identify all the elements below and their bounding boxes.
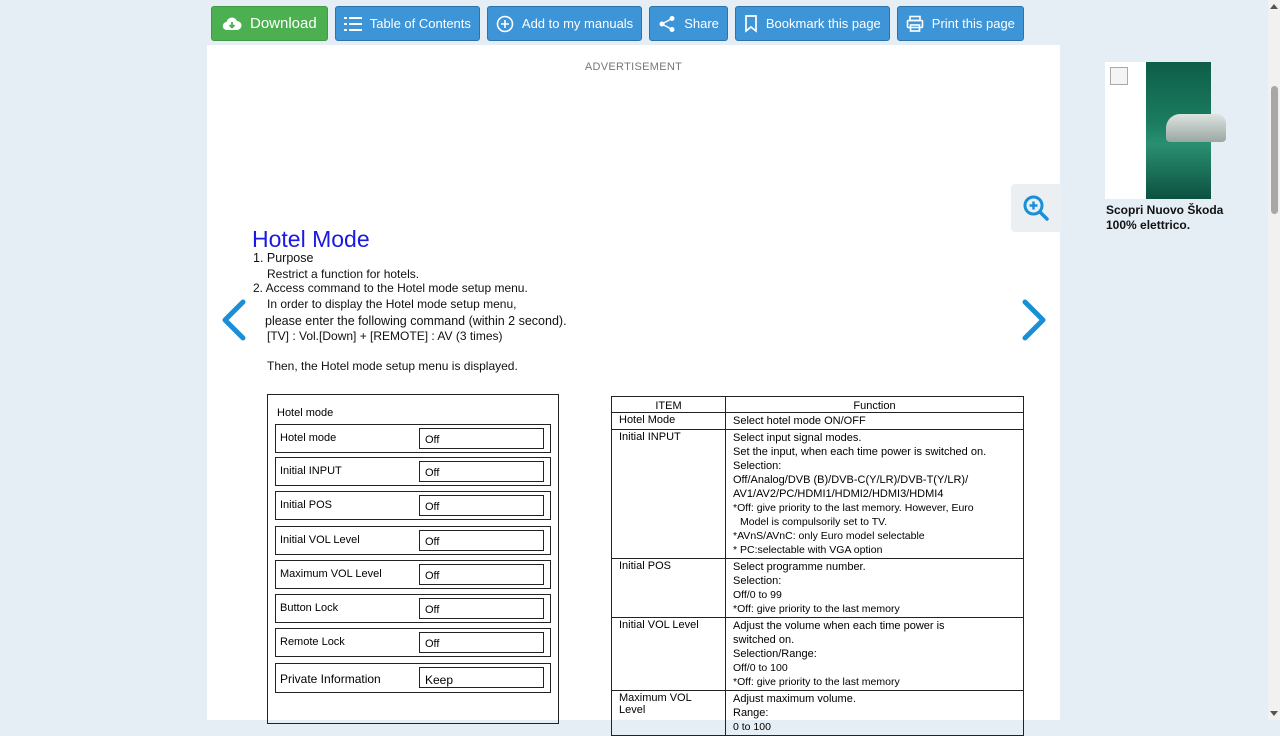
bookmark-icon [744, 15, 758, 33]
menu-row-value: Keep [419, 667, 544, 688]
add-label: Add to my manuals [521, 16, 634, 31]
download-label: Download [250, 15, 317, 32]
table-item-cell: Maximum VOL Level [612, 691, 726, 736]
menu-row [275, 594, 551, 623]
table-item-cell: Initial VOL Level [612, 618, 726, 691]
menu-row [275, 424, 551, 453]
car-shape [1166, 114, 1226, 142]
hotel-mode-menu [267, 394, 559, 724]
table-row [612, 413, 1024, 430]
function-line: Select input signal modes. [733, 432, 862, 444]
function-line: switched on. [733, 634, 795, 646]
menu-row-label: Initial VOL Level [280, 534, 360, 546]
function-line: Model is compulsorily set to TV. [740, 516, 888, 528]
table-function-cell [726, 559, 1024, 618]
table-function-cell [726, 413, 1024, 430]
download-button[interactable] [211, 6, 328, 41]
table-row [612, 559, 1024, 618]
table-row [612, 618, 1024, 691]
menu-heading: Hotel mode [277, 407, 334, 419]
function-line: * PC:selectable with VGA option [733, 544, 883, 556]
function-line: *Off: give priority to the last memory. However, Euro [733, 502, 974, 514]
table-item-cell: Initial INPUT [612, 430, 726, 559]
function-line: Select programme number. [733, 561, 866, 573]
table-function-cell [726, 691, 1024, 736]
share-label: Share [684, 16, 719, 31]
function-line: 0 to 100 [733, 721, 771, 733]
access-heading: 2. Access command to the Hotel mode setup menu. [253, 281, 528, 295]
access-text-2: please enter the following command (within 2 second). [265, 314, 567, 328]
bookmark-label: Bookmark this page [765, 16, 881, 31]
previous-page-arrow[interactable] [219, 298, 249, 342]
ad-text-line-2: 100% elettrico. [1106, 218, 1191, 232]
function-line: AV1/AV2/PC/HDMI1/HDMI2/HDMI3/HDMI4 [733, 488, 944, 500]
function-line: Set the input, when each time power is switched on. [733, 446, 987, 458]
menu-row-value: Off [419, 495, 544, 516]
zoom-button[interactable] [1011, 184, 1061, 232]
menu-row-label: Button Lock [280, 602, 339, 614]
menu-row-label: Initial POS [280, 499, 332, 511]
plus-circle-icon [496, 15, 514, 33]
table-function-cell [726, 430, 1024, 559]
function-line: *Off: give priority to the last memory [733, 676, 900, 688]
cloud-download-icon [222, 16, 242, 32]
chevron-left-icon [219, 298, 249, 342]
table-row [612, 691, 1024, 736]
function-table [611, 396, 1024, 736]
menu-row-value: Off [419, 598, 544, 619]
add-to-my-manuals-button[interactable] [487, 6, 642, 41]
function-line: Adjust maximum volume. [733, 693, 856, 705]
menu-row [275, 628, 551, 657]
toolbar [211, 6, 1024, 41]
menu-row-label: Initial INPUT [280, 465, 342, 477]
function-line: Select hotel mode ON/OFF [733, 415, 866, 427]
list-icon [344, 16, 362, 32]
side-ad-text[interactable] [1106, 203, 1224, 233]
menu-row [275, 663, 551, 693]
menu-row-label: Maximum VOL Level [280, 568, 382, 580]
table-row [612, 430, 1024, 559]
menu-row-label: Remote Lock [280, 636, 345, 648]
printer-icon [906, 15, 924, 33]
table-item-cell: Initial POS [612, 559, 726, 618]
chevron-right-icon [1019, 298, 1049, 342]
menu-row-value: Off [419, 632, 544, 653]
menu-row [275, 457, 551, 486]
function-line: *AVnS/AVnC: only Euro model selectable [733, 530, 925, 542]
toc-label: Table of Contents [369, 16, 471, 31]
menu-row-value: Off [419, 530, 544, 551]
item-column-header: ITEM [612, 397, 726, 413]
menu-row [275, 560, 551, 589]
purpose-heading: 1. Purpose [253, 251, 314, 265]
broken-image-icon [1110, 67, 1128, 85]
function-line: Selection: [733, 575, 782, 587]
function-line: Selection/Range: [733, 648, 817, 660]
next-page-arrow[interactable] [1019, 298, 1049, 342]
menu-row-value: Off [419, 461, 544, 482]
bookmark-button[interactable] [735, 6, 890, 41]
advertisement-label: ADVERTISEMENT [584, 61, 683, 73]
page-title: Hotel Mode [252, 226, 370, 252]
scroll-down-arrow-icon[interactable] [1270, 711, 1278, 716]
scrollbar-thumb[interactable] [1271, 86, 1278, 214]
access-text-1: In order to display the Hotel mode setup menu, [267, 297, 517, 311]
function-line: Range: [733, 707, 769, 719]
function-line: Adjust the volume when each time power is [733, 620, 945, 632]
menu-row-label: Private Information [280, 672, 381, 686]
function-line: Off/0 to 99 [733, 589, 782, 601]
table-header-row [612, 397, 1024, 413]
table-of-contents-button[interactable] [335, 6, 480, 41]
ad-text-line-1: Scopri Nuovo Škoda [1106, 203, 1224, 217]
scroll-up-arrow-icon[interactable] [1270, 4, 1278, 9]
share-icon [658, 15, 676, 33]
menu-row-label: Hotel mode [280, 432, 337, 444]
share-button[interactable] [649, 6, 728, 41]
ad-car-image[interactable] [1146, 62, 1211, 199]
table-function-cell [726, 618, 1024, 691]
menu-row-value: Off [419, 564, 544, 585]
menu-displayed-text: Then, the Hotel mode setup menu is displayed. [267, 359, 518, 373]
print-button[interactable] [897, 6, 1024, 41]
access-command: [TV] : Vol.[Down] + [REMOTE] : AV (3 times) [267, 329, 503, 343]
zoom-in-icon [1022, 194, 1050, 222]
page-scrollbar[interactable] [1268, 0, 1280, 720]
function-column-header: Function [726, 397, 1024, 413]
function-line: Off/Analog/DVB (B)/DVB-C(Y/LR)/DVB-T(Y/LR)/ [733, 474, 969, 486]
menu-row [275, 491, 551, 520]
purpose-text: Restrict a function for hotels. [267, 267, 420, 281]
function-line: *Off: give priority to the last memory [733, 603, 900, 615]
menu-row-value: Off [419, 428, 544, 449]
menu-row [275, 526, 551, 555]
print-label: Print this page [931, 16, 1015, 31]
table-item-cell: Hotel Mode [612, 413, 726, 430]
function-line: Selection: [733, 460, 782, 472]
function-line: Off/0 to 100 [733, 662, 788, 674]
side-advertisement[interactable] [1105, 62, 1211, 199]
